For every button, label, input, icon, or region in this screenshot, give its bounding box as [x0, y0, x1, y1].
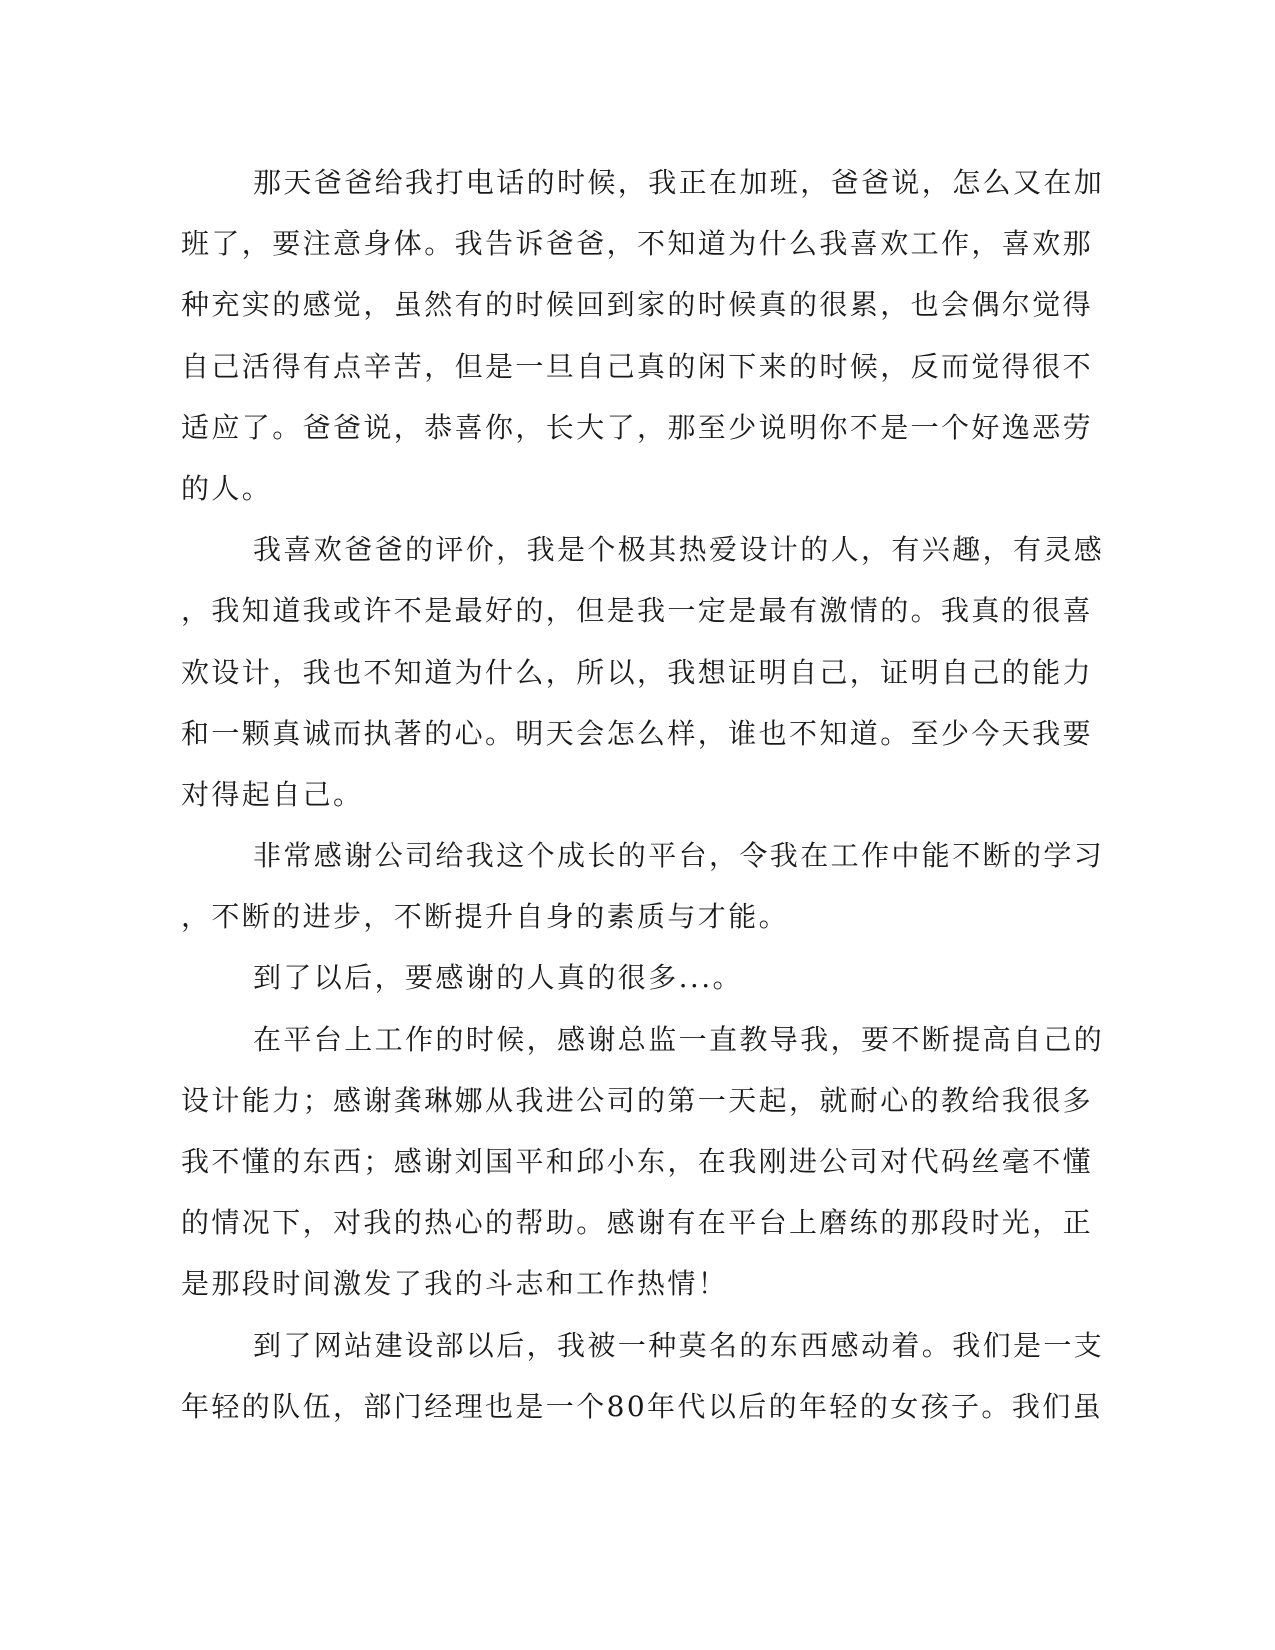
paragraph-3-line-2: ，不断的进步，不断提升自身的素质与才能。: [181, 900, 790, 934]
paragraph-1-line-1: 那天爸爸给我打电话的时候，我正在加班，爸爸说，怎么又在加: [253, 166, 1105, 199]
paragraph-1-line-4: 自己活得有点辛苦，但是一旦自己真的闲下来的时候，反而觉得很不: [181, 349, 1094, 383]
paragraph-5-line-5: 是那段时间激发了我的斗志和工作热情！: [181, 1267, 729, 1301]
paragraph-4-line-1: 到了以后，要感谢的人真的很多...。: [253, 961, 743, 995]
paragraph-2-line-4: 和一颗真诚而执著的心。明天会怎么样，谁也不知道。至少今天我要: [181, 716, 1094, 750]
paragraph-5-line-2: 设计能力；感谢龚琳娜从我进公司的第一天起，就耐心的教给我很多: [181, 1083, 1094, 1117]
document-body: [181, 152, 1105, 1437]
paragraph-2-line-5: 对得起自己。: [181, 777, 364, 811]
paragraph-5-line-1: 在平台上工作的时候，感谢总监一直教导我，要不断提高自己的: [253, 1022, 1105, 1056]
paragraph-5-line-4: 的情况下，对我的热心的帮助。感谢有在平台上磨练的那段时光，正: [181, 1206, 1094, 1240]
paragraph-1-line-6: 的人。: [181, 471, 273, 505]
paragraph-6-line-2: 年轻的队伍，部门经理也是一个80年代以后的年轻的女孩子。我们虽: [181, 1389, 1104, 1423]
paragraph-2-line-3: 欢设计，我也不知道为什么，所以，我想证明自己，证明自己的能力: [181, 655, 1094, 689]
paragraph-2-line-2: ，我知道我或许不是最好的，但是我一定是最有激情的。我真的很喜: [181, 594, 1094, 628]
paragraph-2-line-1: 我喜欢爸爸的评价，我是个极其热爱设计的人，有兴趣，有灵感: [253, 533, 1105, 567]
paragraph-1-line-5: 适应了。爸爸说，恭喜你，长大了，那至少说明你不是一个好逸恶劳: [181, 410, 1094, 444]
paragraph-6-line-1: 到了网站建设部以后，我被一种莫名的东西感动着。我们是一支: [253, 1328, 1105, 1362]
paragraph-5-line-3: 我不懂的东西；感谢刘国平和邱小东，在我刚进公司对代码丝毫不懂: [181, 1145, 1094, 1178]
paragraph-3-line-1: 非常感谢公司给我这个成长的平台，令我在工作中能不断的学习: [253, 839, 1105, 873]
paragraph-1-line-2: 班了，要注意身体。我告诉爸爸，不知道为什么我喜欢工作，喜欢那: [181, 227, 1094, 261]
paragraph-1-line-3: 种充实的感觉，虽然有的时候回到家的时候真的很累，也会偶尔觉得: [181, 288, 1094, 322]
